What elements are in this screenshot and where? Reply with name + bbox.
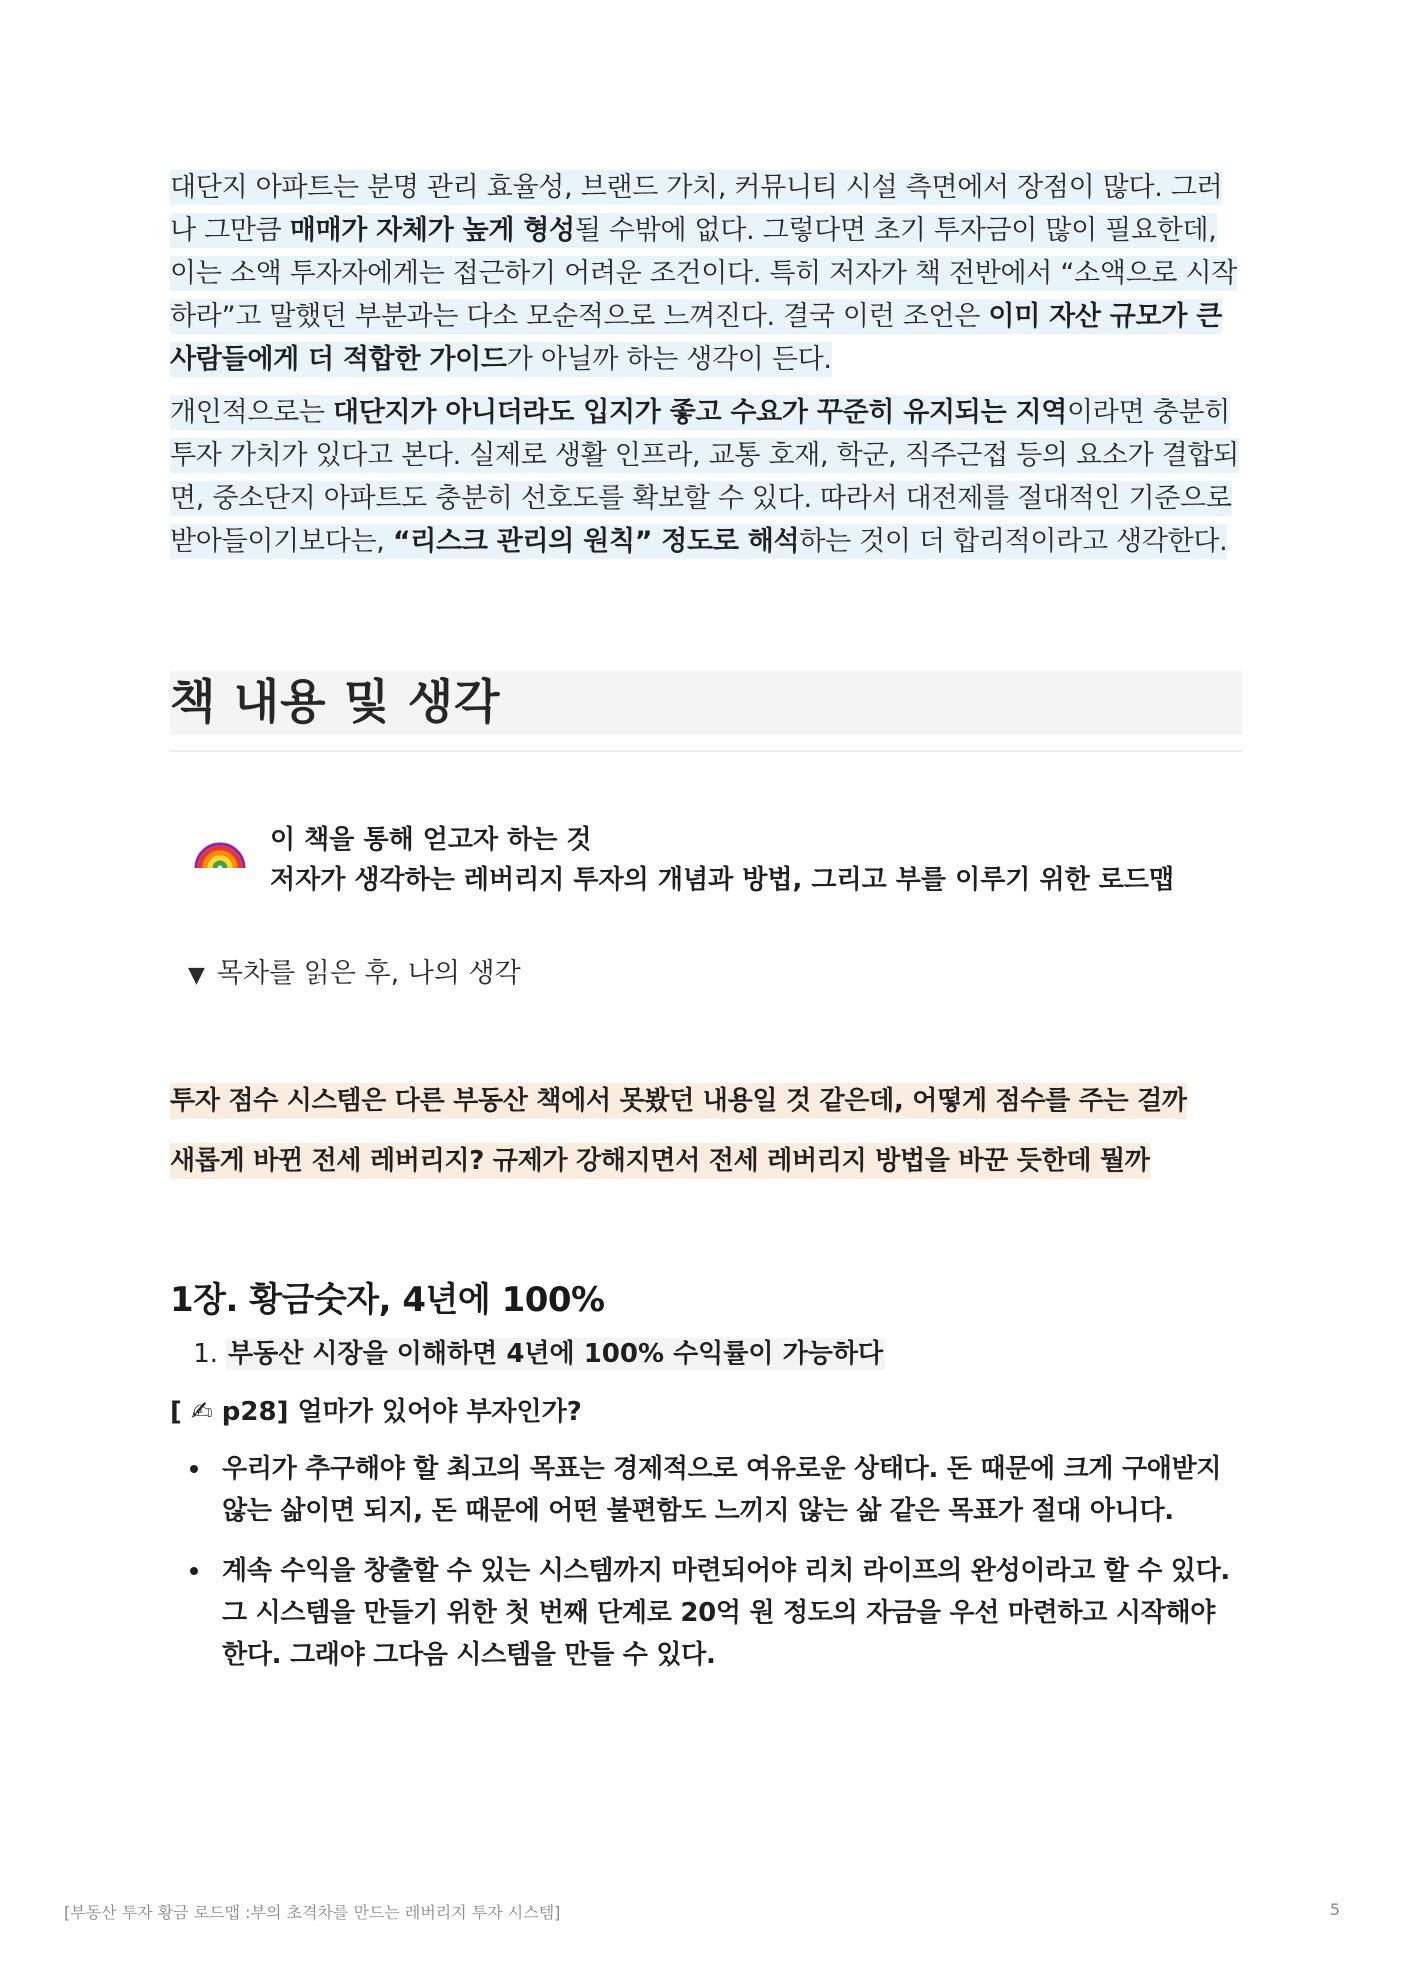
list-item-text: 부동산 시장을 이해하면 4년에 100% 수익률이 가능하다 bbox=[228, 1339, 884, 1369]
bold-text: 이미 자산 규모가 큰 사람들에게 더 적합한 가이드 bbox=[170, 301, 1222, 375]
chapter-title: 1장. 황금숫자, 4년에 100% bbox=[170, 1280, 605, 1320]
highlight-blue: 대단지 아파트는 분명 관리 효율성, 브랜드 가치, 커뮤니티 시설 측면에서 장점이 많다. 그러나 그만큼 매매가 자체가 높게 형성될 수밖에 없다. 그렇다면 초기 투자금이 많이 필요한데, 이는 소액 투자자에게는 접근하기 어려운 조건이다. 특히 저자가 책 전반에서 “소액으로 시작하라”고 말했던 부분과는 다소 모순적으로 느껴진다. 결국 이런 조언은 이미 자산 규모가 큰 사람들에게 더 적합한 가이드가 아닐까 하는 생각이 든다. bbox=[170, 172, 1238, 375]
toggle-block[interactable] bbox=[170, 954, 1242, 996]
toggle-label: 목차를 읽은 후, 나의 생각 bbox=[216, 958, 521, 989]
writing-hand-icon: ✍ bbox=[190, 1397, 213, 1427]
list-item: 계속 수익을 창출할 수 있는 시스템까지 마련되어야 리치 라이프의 완성이라고 할 수 있다. 그 시스템을 만들기 위한 첫 번째 단계로 20억 원 정도의 자금을 우선 마련하고 시작해야 한다. 그래야 그다음 시스템을 만들 수 있다. bbox=[170, 1550, 1242, 1676]
list-number: 1. bbox=[193, 1339, 218, 1369]
page-footer bbox=[64, 1900, 1340, 1923]
toggle-arrow-icon[interactable]: ▼ bbox=[188, 963, 205, 988]
callout-line-2: 저자가 생각하는 레버리지 투자의 개념과 방법, 그리고 부를 이루기 위한 로드맵 bbox=[270, 865, 1175, 895]
bold-text: “리스크 관리의 원칙” 정도로 해석 bbox=[392, 526, 800, 557]
highlight-blue: 개인적으로는 대단지가 아니더라도 입지가 좋고 수요가 꾸준히 유지되는 지역이라면 충분히 투자 가치가 있다고 본다. 실제로 생활 인프라, 교통 호재, 학군, 직주근접 등의 요소가 결합되면, 중소단지 아파트도 충분히 선호도를 확보할 수 있다. 따라서 대전제를 절대적인 기준으로 받아들이기보다는, “리스크 관리의 원칙” 정도로 해석하는 것이 더 합리적이라고 생각한다. bbox=[170, 397, 1239, 557]
list-item: 우리가 추구해야 할 최고의 목표는 경제적으로 여유로운 상태다. 돈 때문에 크게 구애받지 않는 삶이면 되지, 돈 때문에 어떤 불편함도 느끼지 않는 삶 같은 목표가 절대 아니다. bbox=[170, 1448, 1242, 1532]
bullet-icon bbox=[190, 1465, 198, 1473]
paragraph-2 bbox=[170, 391, 1242, 563]
page-number: 5 bbox=[1329, 1900, 1340, 1919]
bullet-icon bbox=[190, 1567, 198, 1575]
paragraph-1 bbox=[170, 166, 1242, 381]
footer-title: [부동산 투자 황금 로드맵 :부의 초격차를 만드는 레버리지 투자 시스템] bbox=[64, 1903, 561, 1922]
rainbow-icon bbox=[194, 822, 246, 874]
callout-text bbox=[270, 820, 1174, 900]
heading-divider bbox=[170, 750, 1242, 752]
page-reference: [ ✍ p28] 얼마가 있어야 부자인가? bbox=[170, 1397, 582, 1427]
question-list bbox=[170, 1080, 1242, 1182]
question-line: 투자 점수 시스템은 다른 부동산 책에서 못봤던 내용일 것 같은데, 어떻게 점수를 주는 걸까 bbox=[170, 1080, 1242, 1122]
document-body bbox=[170, 166, 1242, 1694]
bullet-list bbox=[170, 1448, 1242, 1676]
bold-text: 매매가 자체가 높게 형성 bbox=[289, 215, 575, 246]
numbered-list bbox=[170, 1334, 1242, 1374]
page-ref-question: 얼마가 있어야 부자인가? bbox=[297, 1397, 582, 1427]
question-line: 새롭게 바뀐 전세 레버리지? 규제가 강해지면서 전세 레버리지 방법을 바꾼 듯한데 뭘까 bbox=[170, 1140, 1242, 1182]
section-heading: 책 내용 및 생각 bbox=[170, 671, 1242, 735]
callout-line-1: 이 책을 통해 얻고자 하는 것 bbox=[270, 825, 592, 855]
list-item bbox=[170, 1334, 1242, 1374]
bold-text: 대단지가 아니더라도 입지가 좋고 수요가 꾸준히 유지되는 지역 bbox=[332, 397, 1068, 428]
callout-box bbox=[170, 820, 1242, 900]
